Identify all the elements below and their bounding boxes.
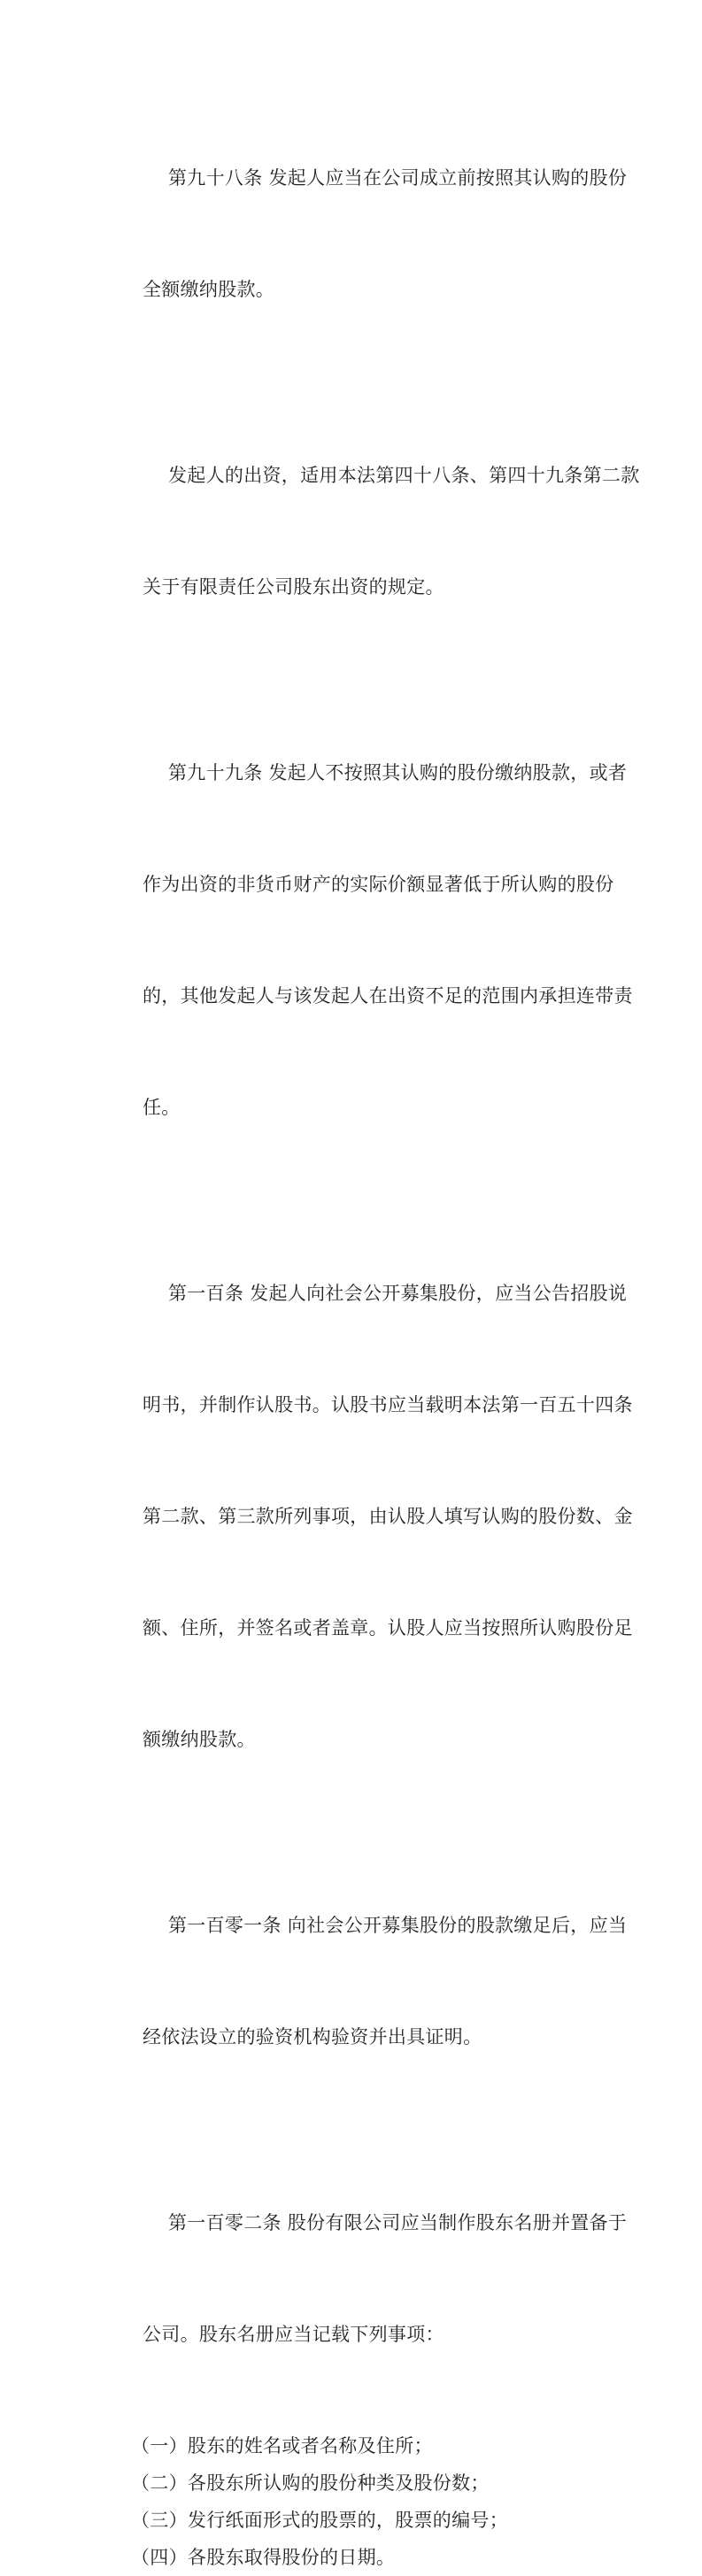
text-line: 额缴纳股款。: [143, 1729, 256, 1750]
text-line: 明书，并制作认股书。认股书应当载明本法第一百五十四条: [143, 1394, 633, 1415]
text-line: 第九十八条 发起人应当在公司成立前按照其认购的股份: [168, 167, 628, 189]
text-line: 关于有限责任公司股东出资的规定。: [143, 576, 444, 598]
article-100-paragraph: [105, 1200, 633, 1832]
text-line: 的，其他发起人与该发起人在出资不足的范围内承担连带责: [143, 985, 633, 1006]
text-line: 第九十九条 发起人不按照其认购的股份缴纳股款，或者: [168, 762, 628, 783]
text-line: 第一百条 发起人向社会公开募集股份，应当公告招股说: [168, 1283, 628, 1304]
text-line: 经依法设立的验资机构验资并出具证明。: [143, 2026, 482, 2048]
list-item: （三）发行纸面形式的股票的，股票的编号；: [131, 2510, 508, 2531]
article-99-paragraph: [105, 680, 633, 1200]
text-line: 公司。股东名册应当记载下列事项：: [143, 2324, 444, 2345]
list-item: （一）股东的姓名或者名称及住所；: [131, 2435, 433, 2456]
list-item: （四）各股东取得股份的日期。: [131, 2547, 396, 2568]
article-98-paragraph: [105, 85, 628, 382]
article-102-paragraph: [105, 2130, 628, 2427]
article-101-paragraph: [105, 1832, 628, 2130]
article-98-contribution-paragraph: [105, 382, 640, 680]
register-items-list: [105, 2427, 598, 2576]
text-line: 任。: [143, 1097, 181, 1118]
text-line: 第一百零二条 股份有限公司应当制作股东名册并置备于: [168, 2212, 628, 2233]
text-line: 第一百零一条 向社会公开募集股份的股款缴足后，应当: [168, 1915, 628, 1936]
text-line: 作为出资的非货币财产的实际价额显著低于所认购的股份: [143, 874, 614, 895]
list-item: （二）各股东所认购的股份种类及股份数；: [131, 2472, 490, 2494]
document-body: [105, 85, 640, 2576]
text-line: 发起人的出资，适用本法第四十八条、第四十九条第二款: [168, 465, 640, 486]
text-line: 全额缴纳股款。: [143, 279, 275, 300]
text-line: 额、住所，并签名或者盖章。认股人应当按照所认购股份足: [143, 1617, 633, 1639]
text-line: 第二款、第三款所列事项，由认股人填写认购的股份数、金: [143, 1506, 633, 1527]
